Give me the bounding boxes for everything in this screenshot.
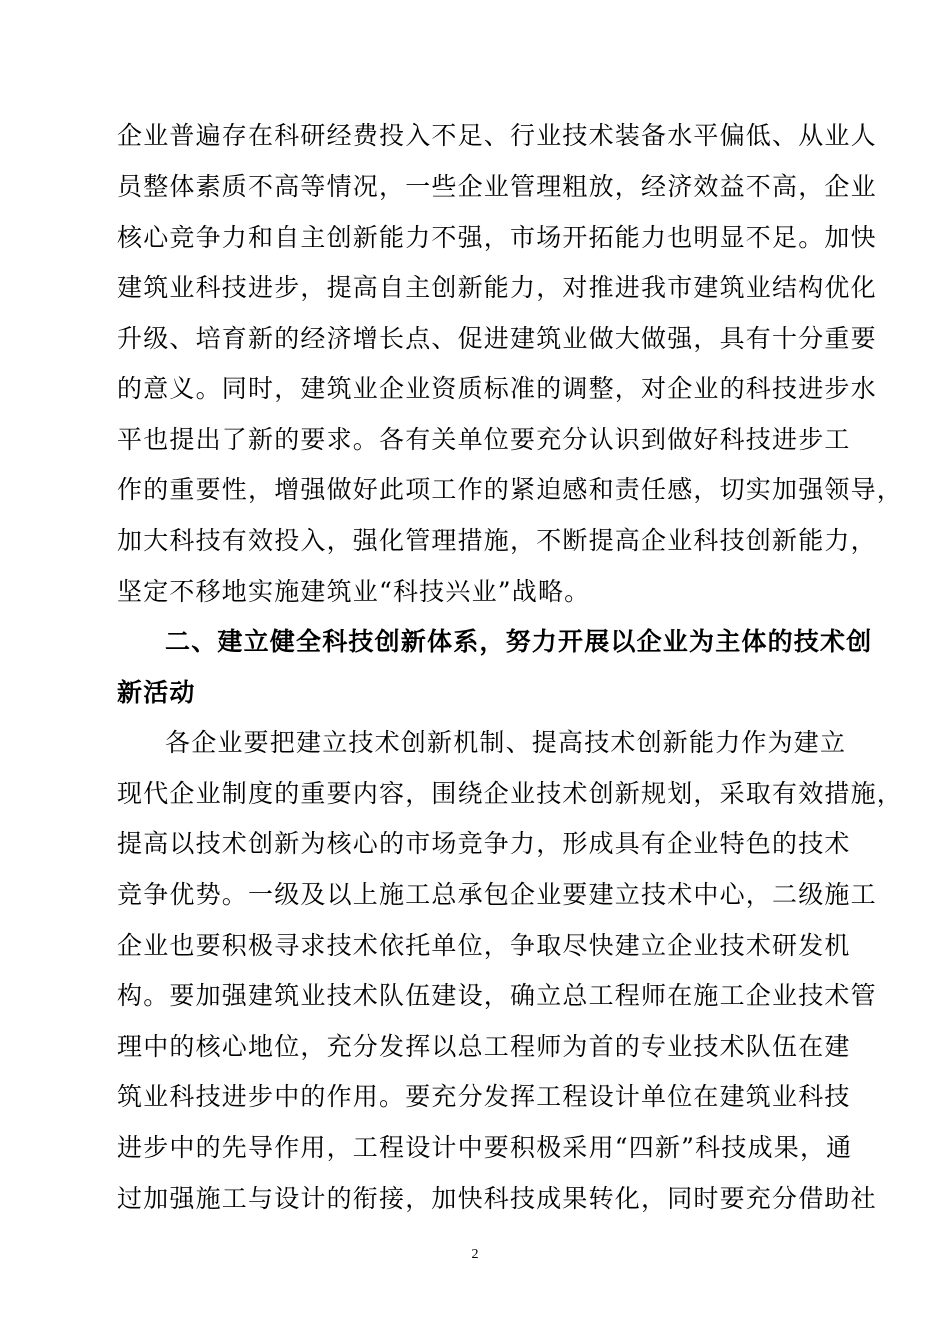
body-text-line: 筑业科技进步中的作用。要充分发挥工程设计单位在建筑业科技 [117,1082,851,1111]
body-text-line: 作的重要性，增强做好此项工作的紧迫感和责任感，切实加强领导， [117,475,904,504]
body-text-line: 的意义。同时，建筑业企业资质标准的调整，对企业的科技进步水 [117,374,877,403]
body-text-line: 现代企业制度的重要内容，围绕企业技术创新规划，采取有效措施， [117,779,904,808]
body-text-line: 员整体素质不高等情况，一些企业管理粗放，经济效益不高，企业 [117,172,877,201]
body-text-line: 竞争优势。一级及以上施工总承包企业要建立技术中心，二级施工 [117,880,877,909]
body-text-line: 坚定不移地实施建筑业“科技兴业”战略。 [117,577,591,606]
body-text-line: 提高以技术创新为核心的市场竞争力，形成具有企业特色的技术 [117,829,851,858]
body-text-line: 平也提出了新的要求。各有关单位要充分认识到做好科技进步工 [117,425,851,454]
body-text-line: 加大科技有效投入，强化管理措施，不断提高企业科技创新能力， [117,526,877,555]
body-text-line: 过加强施工与设计的衔接，加快科技成果转化，同时要充分借助社 [117,1184,877,1213]
body-text-line: 核心竞争力和自主创新能力不强，市场开拓能力也明显不足。加快 [117,223,877,252]
section-heading-continued: 新活动 [117,678,196,707]
body-text-line: 建筑业科技进步，提高自主创新能力，对推进我市建筑业结构优化 [117,273,877,302]
body-text-line: 理中的核心地位，充分发挥以总工程师为首的专业技术队伍在建 [117,1032,851,1061]
body-text-line: 构。要加强建筑业技术队伍建设，确立总工程师在施工企业技术管 [117,981,877,1010]
paragraph-first-line: 各企业要把建立技术创新机制、提高技术创新能力作为建立 [165,728,847,757]
body-text-line: 进步中的先导作用，工程设计中要积极采用“四新”科技成果，通 [117,1133,853,1162]
section-heading: 二、建立健全科技创新体系，努力开展以企业为主体的技术创 [165,627,873,656]
body-text-line: 企业也要积极寻求技术依托单位，争取尽快建立企业技术研发机 [117,931,851,960]
body-text-line: 升级、培育新的经济增长点、促进建筑业做大做强，具有十分重要 [117,324,877,353]
page-number: 2 [471,1247,479,1262]
body-text-line: 企业普遍存在科研经费投入不足、行业技术装备水平偏低、从业人 [117,121,877,150]
